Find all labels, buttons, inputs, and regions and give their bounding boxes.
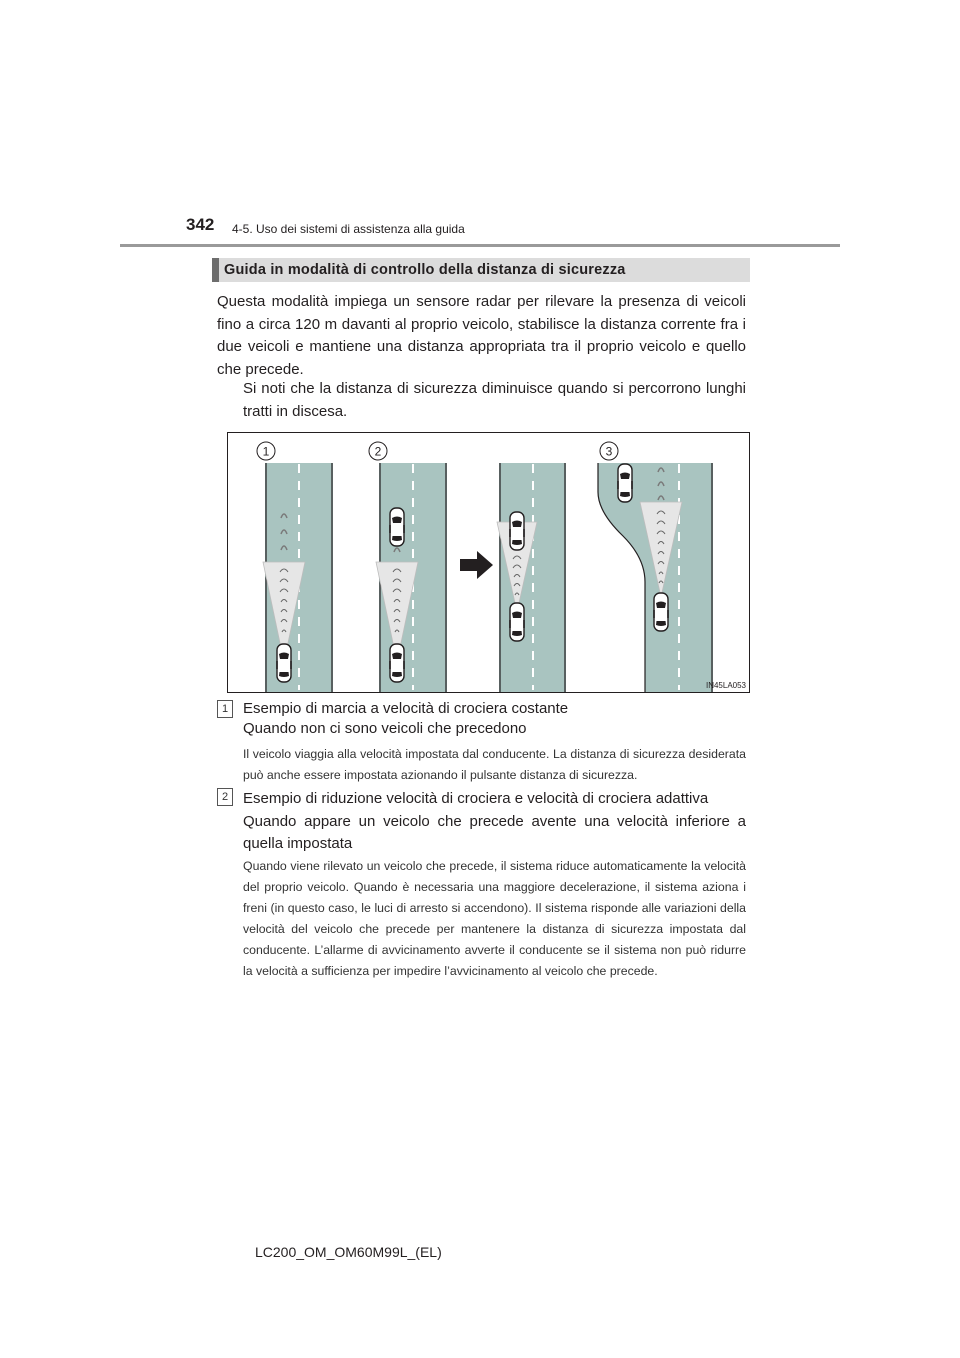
item-2-description: Quando viene rilevato un veicolo che precede, il sistema riduce automaticamente la velocità del proprio veicolo. Quando è necessaria una maggiore decelerazione, il sistema aziona i freni (in questo caso, le luci di arresto si accendono). Il sistema risponde alle variazioni della velocità del veicolo che precede per mantenere la distanza di sicurezza impostata dal conducente. L’allarme di avvicinamento avverte il conducente se il sistema non può ridurre la velocità a sufficienza per impedire l’avvicinamento al veicolo che precede. (243, 859, 746, 978)
item-1-number: 1 (217, 700, 233, 718)
illustration-label-1 (257, 442, 275, 460)
page-number: 342 (186, 215, 215, 234)
illustration-label-3 (600, 442, 618, 460)
section-heading-bar (212, 258, 750, 282)
item-1-title: Esempio di marcia a velocità di crociera costante (243, 700, 569, 717)
footer-code: LC200_OM_OM60M99L_(EL) (255, 1244, 442, 1260)
acc-illustration (227, 432, 750, 693)
illustration-label-3-text: 3 (605, 444, 613, 459)
section-title: Guida in modalità di controllo della distanza di sicurezza (224, 262, 626, 278)
illustration-label-2 (369, 442, 387, 460)
item-2-subtitle: Quando appare un veicolo che precede avente una velocità inferiore a quella impostata (243, 813, 746, 852)
note-paragraph: Si noti che la distanza di sicurezza diminuisce quando si percorrono lunghi tratti in discesa. (243, 380, 746, 420)
header-rule (120, 244, 840, 247)
section-heading-accent (212, 258, 219, 282)
illustration-code: IN45LA053 (705, 681, 746, 690)
item-2-title: Esempio di riduzione velocità di crociera e velocità di crociera adattiva (243, 790, 709, 807)
illustration-label-2-text: 2 (374, 444, 382, 459)
intro-paragraph: Questa modalità impiega un sensore radar per rilevare la presenza di veicoli fino a circa 120 m davanti al proprio veicolo, stabilisce la distanza corrente fra i due veicoli e mantiene una distanza appropriata tra il proprio veicolo e quello che precede. (217, 293, 746, 378)
chapter-title: 4-5. Uso dei sistemi di assistenza alla guida (232, 222, 465, 236)
illustration-label-1-text: 1 (262, 444, 270, 459)
item-1-subtitle: Quando non ci sono veicoli che precedono (243, 720, 527, 737)
item-1-description: Il veicolo viaggia alla velocità impostata dal conducente. La distanza di sicurezza desiderata può anche essere impostata azionando il pulsante distanza di sicurezza. (243, 747, 746, 782)
item-2-number: 2 (217, 788, 233, 806)
